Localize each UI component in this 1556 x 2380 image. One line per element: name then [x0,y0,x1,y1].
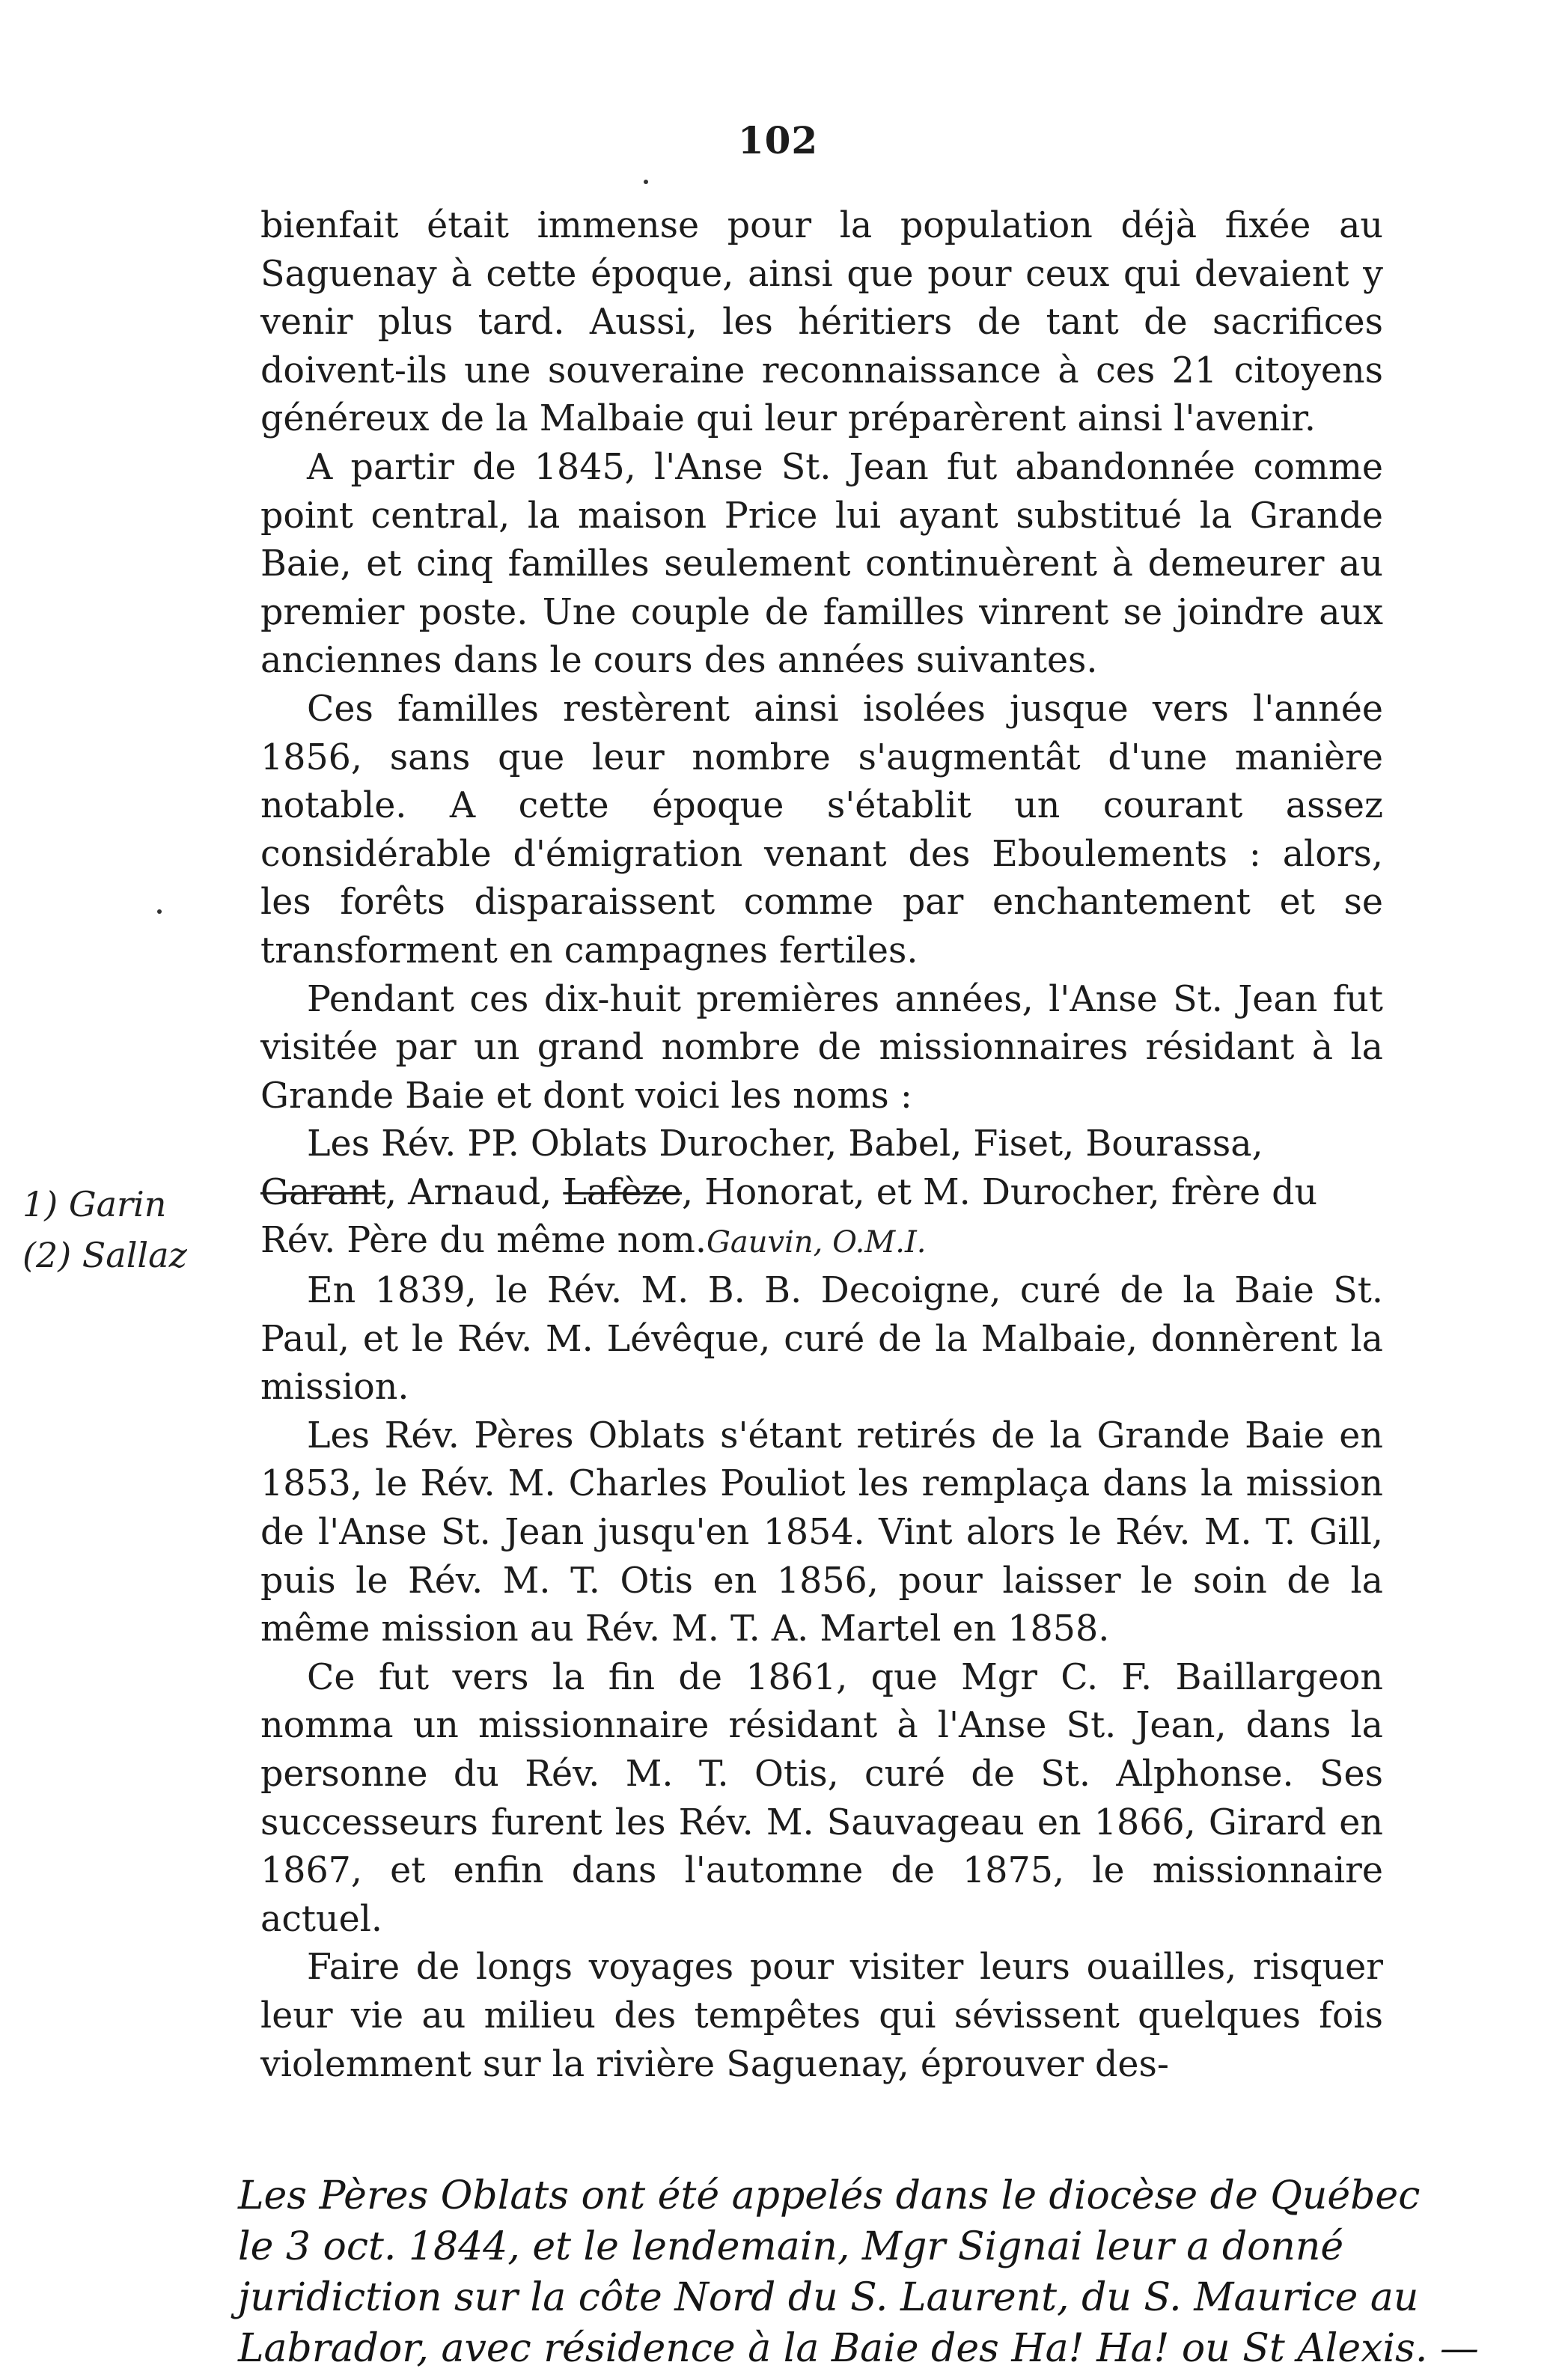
struck-name: Lafèze [563,1171,683,1213]
ink-speck [157,909,162,914]
ink-speck [644,180,648,184]
footnote-line: Les Pères Oblats ont été appelés dans le diocèse de Québec [238,2173,1421,2218]
paragraph: Ces familles restèrent ainsi isolées jusque vers l'année 1856, sans que leur nombre s'augmentât d'une manière notable. A cette époque s'établit un courant assez considérable d'émigration venant des Eboulements : alors, les forêts disparaissent comme par enchantement et se transforment en campagnes fertiles. [260,688,1383,971]
missionaries-names-paragraph [260,1120,1383,1267]
paragraph: Les Rév. Pères Oblats s'étant retirés de la Grande Baie en 1853, le Rév. M. Charles Pouliot les remplaça dans la mission de l'Anse St. Jean jusqu'en 1854. Vint alors le Rév. M. T. Gill, puis le Rév. M. T. Otis en 1856, pour laisser le soin de la même mission au Rév. M. T. A. Martel en 1858. [260,1415,1383,1650]
paragraph: Pendant ces dix-huit premières années, l'Anse St. Jean fut visitée par un grand nombre de missionnaires résidant à la Grande Baie et dont voici les noms : [260,978,1383,1117]
names-line [260,1217,1383,1267]
paragraph: bienfait était immense pour la population déjà fixée au Saguenay à cette époque, ainsi que pour ceux qui devaient y venir plus tard. Aussi, les héritiers de tant de sacrifices doivent-ils une souveraine reconnaissance à ces 21 citoyens généreux de la Malbaie qui leur préparèrent ainsi l'avenir. [260,205,1383,440]
names-line: Les Rév. PP. Oblats Durocher, Babel, Fiset, Bourassa, [307,1123,1263,1165]
page-number: 102 [737,118,819,162]
footnote-line: juridiction sur la côte Nord du S. Laurent, du S. Maurice au [238,2275,1419,2320]
paragraph: En 1839, le Rév. M. B. B. Decoigne, curé de la Baie St. Paul, et le Rév. M. Lévêque, curé de la Malbaie, donnèrent la mission. [260,1270,1383,1409]
handwritten-inline-annotation: Gauvin, O.M.I. [706,1225,927,1260]
struck-name: Garant [260,1171,385,1213]
names-text: Rév. Père du même nom. [260,1220,707,1262]
paragraph: Faire de longs voyages pour visiter leurs ouailles, risquer leur vie au milieu des tempêtes qui sévissent quelques fois violemment sur la rivière Saguenay, éprouver des- [260,1947,1383,2085]
margin-note: 1) Garin [22,1184,167,1224]
footnote-line: le 3 oct. 1844, et le lendemain, Mgr Signai leur a donné [238,2224,1344,2269]
paragraph: A partir de 1845, l'Anse St. Jean fut abandonnée comme point central, la maison Price lui ayant substitué la Grande Baie, et cinq familles seulement continuèrent à demeurer au premier poste. Une couple de familles vinrent se joindre aux anciennes dans le cours des années suivantes. [260,446,1383,682]
main-text [260,202,1383,2089]
margin-note: (2) Sallaz [22,1235,187,1275]
footnote-line: Labrador, avec résidence à la Baie des Ha! Ha! ou St Alexis. — [238,2326,1479,2371]
handwritten-footnote [238,2170,1479,2374]
names-text: , Arnaud, [385,1171,564,1213]
paragraph: Ce fut vers la fin de 1861, que Mgr C. F. Baillargeon nomma un missionnaire résidant à l'Anse St. Jean, dans la personne du Rév. M. T. Otis, curé de St. Alphonse. Ses successeurs furent les Rév. M. Sauvageau en 1866, Girard en 1867, et enfin dans l'automne de 1875, le missionnaire actuel. [260,1656,1383,1940]
handwritten-margin-notes [22,1179,247,1281]
names-text: , Honorat, et M. Durocher, frère du [682,1171,1318,1213]
names-line [260,1169,1383,1218]
